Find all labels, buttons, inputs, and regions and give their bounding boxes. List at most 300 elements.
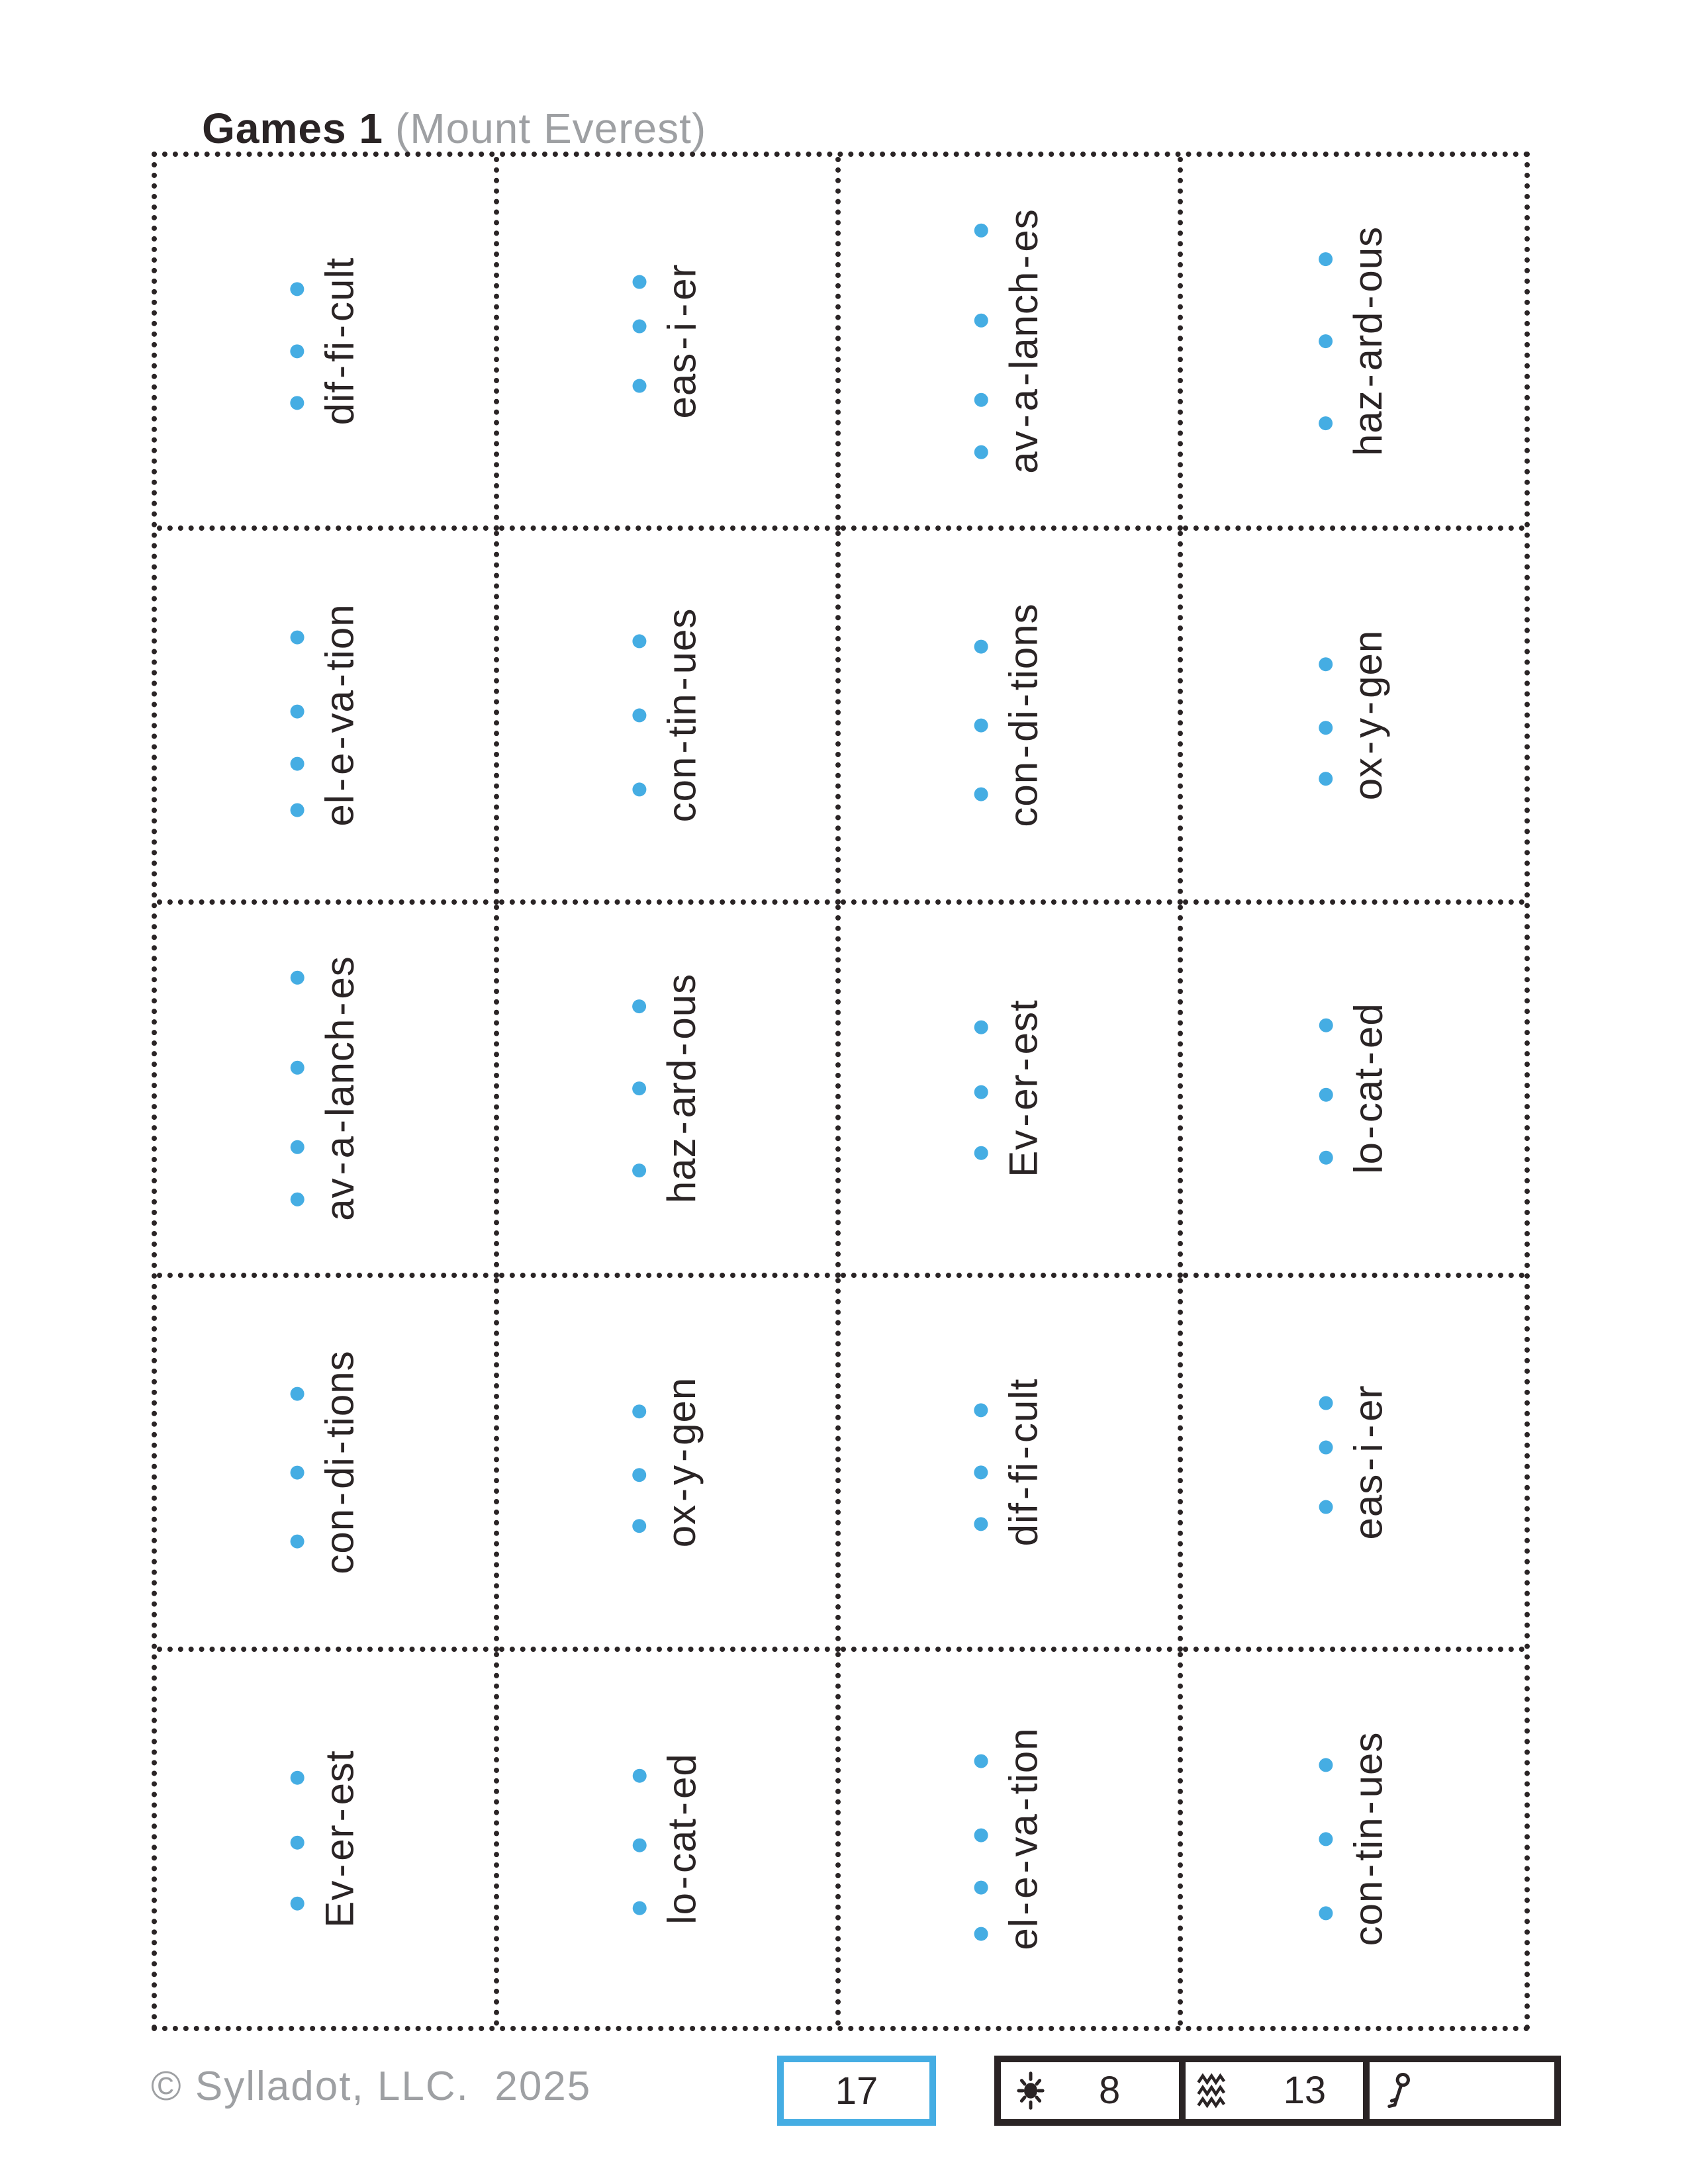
syllable-card	[1183, 1278, 1525, 1652]
dot-cell	[291, 381, 305, 425]
dot-cell	[632, 320, 646, 334]
legend-box	[994, 2056, 1561, 2126]
dot-cell	[974, 709, 988, 742]
syllable-dot	[1319, 721, 1333, 735]
dot-cell	[291, 752, 305, 774]
dot-cell	[1319, 1068, 1333, 1122]
legend-cell-waves	[1186, 2062, 1370, 2119]
dot-spacer	[291, 1447, 305, 1448]
dot-cell	[1319, 717, 1333, 738]
syllable-text: haz	[1346, 390, 1391, 456]
dot-spacer	[1319, 1058, 1333, 1059]
rotated-word	[974, 603, 1044, 827]
word-with-dots	[974, 1379, 1044, 1547]
syllable-dot	[632, 1901, 646, 1915]
dot-spacer	[632, 1808, 646, 1809]
syllable-text: eas	[1346, 1474, 1391, 1540]
syllable-text: fi	[317, 340, 362, 362]
hyphen: -	[659, 302, 704, 317]
syllable-text: ed	[659, 1753, 704, 1799]
dot-spacer	[974, 1120, 988, 1121]
dot-spacer	[632, 1494, 646, 1496]
syllable-dot	[1319, 252, 1333, 266]
syllable-dot	[1319, 772, 1333, 786]
syllable-dot	[291, 1770, 305, 1784]
syllable-text: er	[1001, 1073, 1046, 1111]
dot-spacer	[291, 330, 305, 332]
syllable-text: tion	[1001, 1727, 1046, 1795]
hyphen: -	[1001, 1859, 1046, 1874]
word-with-dots	[632, 974, 702, 1203]
dot-cell	[1319, 312, 1333, 371]
syllable-card	[841, 531, 1183, 905]
syllable-text: el	[1001, 1917, 1046, 1950]
rotated-word	[1319, 226, 1391, 456]
syllable-dot	[632, 1081, 646, 1095]
syllable-text: gen	[1346, 629, 1391, 698]
syllable-dot	[632, 1404, 646, 1418]
dot-cell	[974, 1074, 988, 1111]
word-with-dots	[974, 603, 1044, 827]
syllable-card	[157, 1278, 499, 1652]
syllable-text: di	[1001, 709, 1046, 742]
hyphen: -	[317, 1440, 362, 1455]
dot-cell	[974, 1876, 988, 1899]
syllable-text: gen	[659, 1377, 704, 1446]
syllable-dot	[974, 1927, 988, 1941]
key-icon	[1380, 2071, 1419, 2110]
syllable-text: haz	[659, 1137, 704, 1204]
dot-cell	[291, 794, 305, 827]
card-grid	[152, 152, 1530, 2031]
dot-cell	[291, 1178, 305, 1221]
word-with-dots	[974, 1000, 1044, 1177]
syllable-dot	[291, 704, 305, 718]
syllable-dot	[1319, 334, 1333, 348]
syllable-text: av	[317, 1177, 362, 1222]
syllable-card	[841, 905, 1183, 1279]
syllable-dot	[632, 1769, 646, 1783]
syllable-dot	[974, 445, 988, 459]
rotated-word	[632, 263, 702, 418]
syllable-dot	[291, 1193, 305, 1206]
hyphen: -	[1346, 1424, 1391, 1439]
dot-cell	[974, 603, 988, 690]
syllable-text: tions	[1001, 603, 1046, 690]
syllable-text: er	[317, 1824, 362, 1861]
syllable-text: lo	[659, 1892, 704, 1925]
syllable-dot	[291, 756, 305, 770]
syllable-dot	[632, 1000, 646, 1014]
syllable-dot	[1319, 1151, 1333, 1165]
hyphen: -	[1001, 254, 1046, 269]
word-with-dots	[632, 1377, 702, 1547]
dot-cell	[974, 1130, 988, 1177]
syllable-text: es	[1001, 208, 1046, 252]
syllable-text: ox	[1346, 756, 1391, 800]
syllable-text: ous	[1346, 226, 1391, 293]
dot-cell	[291, 1750, 305, 1805]
hyphen: -	[1001, 1486, 1046, 1500]
hyphen: -	[317, 1119, 362, 1134]
dot-cell	[632, 974, 646, 1040]
dot-cell	[291, 690, 305, 733]
dot-cell	[974, 208, 988, 251]
hyphen: -	[1001, 371, 1046, 386]
hyphen: -	[1001, 744, 1046, 758]
hyphen: -	[317, 1492, 362, 1506]
dot-cell	[632, 1753, 646, 1799]
dot-cell	[291, 1136, 305, 1159]
dot-cell	[632, 1892, 646, 1925]
hyphen: -	[317, 735, 362, 750]
rotated-word	[974, 1728, 1044, 1950]
hyphen: -	[659, 739, 704, 754]
rotated-word	[291, 956, 360, 1222]
syllable-text: Ev	[317, 1880, 362, 1928]
syllable-dot	[291, 1534, 305, 1548]
dot-spacer	[1319, 747, 1333, 748]
word-with-dots	[1319, 1731, 1391, 1946]
dot-spacer	[632, 342, 646, 343]
syllable-dot	[632, 634, 646, 648]
dot-cell	[632, 1138, 646, 1204]
rotated-word	[632, 1377, 702, 1547]
syllable-card	[841, 1278, 1183, 1652]
word-with-dots	[1319, 629, 1391, 800]
hyphen: -	[659, 1448, 704, 1463]
syllable-dot	[974, 1518, 988, 1531]
syllable-text: cult	[1001, 1378, 1046, 1443]
syllable-dot	[632, 782, 646, 796]
syllable-text: a	[1001, 388, 1046, 412]
dot-spacer	[632, 1455, 646, 1456]
syllable-card	[499, 157, 841, 531]
dot-spacer	[291, 1009, 305, 1010]
syllable-text: ues	[1346, 1731, 1391, 1798]
dot-cell	[1319, 757, 1333, 800]
dot-cell	[632, 693, 646, 737]
syllable-dot	[291, 396, 305, 410]
dot-spacer	[291, 1870, 305, 1871]
rotated-word	[974, 1000, 1044, 1177]
syllable-dot	[1319, 1019, 1333, 1033]
syllable-text: cat	[1346, 1068, 1391, 1123]
rotated-word	[1319, 1731, 1391, 1946]
hyphen: -	[1346, 1125, 1391, 1140]
syllable-text: er	[1346, 1385, 1391, 1422]
dot-cell	[632, 353, 646, 419]
syllable-text: e	[317, 752, 362, 775]
syllable-dot	[974, 787, 988, 801]
syllable-dot	[632, 1163, 646, 1177]
syllable-text: ard	[1346, 311, 1391, 371]
dot-spacer	[974, 378, 988, 379]
dot-cell	[974, 1813, 988, 1856]
word-with-dots	[1319, 1385, 1391, 1540]
word-with-dots	[291, 956, 360, 1222]
dot-cell	[291, 1019, 305, 1116]
hyphen: -	[317, 672, 362, 687]
rotated-word	[632, 1753, 702, 1924]
syllable-dot	[632, 275, 646, 289]
syllable-dot	[632, 320, 646, 334]
page-number-box	[777, 2056, 936, 2126]
syllable-text: est	[317, 1750, 362, 1805]
syllable-text: cult	[317, 257, 362, 322]
syllable-dot	[632, 379, 646, 392]
hyphen: -	[1001, 692, 1046, 707]
dot-spacer	[1319, 707, 1333, 708]
syllable-dot	[974, 639, 988, 653]
syllable-dot	[1319, 416, 1333, 430]
syllable-dot	[632, 1839, 646, 1852]
rotated-word	[1319, 629, 1391, 800]
syllable-text: y	[659, 1465, 704, 1486]
syllable-dot	[1319, 1441, 1333, 1455]
syllable-dot	[974, 1880, 988, 1894]
hyphen: -	[1346, 1863, 1391, 1878]
dot-cell	[632, 1059, 646, 1118]
syllable-text: y	[1346, 717, 1391, 738]
hyphen: -	[659, 676, 704, 690]
dot-cell	[291, 1457, 305, 1489]
syllable-text: er	[659, 263, 704, 300]
dot-spacer	[1319, 1431, 1333, 1432]
syllable-text: con	[1001, 760, 1046, 827]
syllable-dot	[974, 1404, 988, 1418]
syllable-card	[499, 1652, 841, 2026]
dot-cell	[632, 263, 646, 300]
syllable-text: ox	[659, 1504, 704, 1548]
dot-spacer	[291, 742, 305, 743]
hyphen: -	[317, 1002, 362, 1017]
dot-cell	[632, 1377, 646, 1445]
syllable-text: lo	[1346, 1142, 1391, 1175]
dot-spacer	[632, 746, 646, 747]
dot-spacer	[974, 1492, 988, 1494]
dot-cell	[1319, 226, 1333, 293]
hyphen: -	[1001, 1445, 1046, 1460]
dot-cell	[1319, 1142, 1333, 1175]
dot-cell	[1319, 1385, 1333, 1422]
copyright-text: © Sylladot, LLC. 2025	[151, 2064, 592, 2109]
dot-cell	[974, 1000, 988, 1055]
hyphen: -	[1001, 1113, 1046, 1128]
dot-spacer	[974, 1907, 988, 1909]
legend-cell-sun	[1001, 2062, 1186, 2119]
dot-cell	[1319, 629, 1333, 698]
page-number: 17	[835, 2069, 878, 2113]
word-with-dots	[291, 1351, 360, 1574]
dot-cell	[632, 1465, 646, 1485]
word-with-dots	[291, 257, 360, 426]
dot-cell	[1319, 1441, 1333, 1455]
hyphen: -	[659, 1876, 704, 1890]
dot-cell	[1319, 1003, 1333, 1049]
syllable-text: tin	[1346, 1817, 1391, 1861]
syllable-text: Ev	[1001, 1130, 1046, 1178]
syllable-text: ues	[659, 608, 704, 674]
syllable-dot	[974, 1021, 988, 1034]
syllable-dot	[1319, 1396, 1333, 1410]
syllable-dot	[974, 1828, 988, 1842]
syllable-text: es	[317, 956, 362, 1000]
syllable-dot	[974, 313, 988, 327]
hyphen: -	[1346, 740, 1391, 754]
dot-cell	[291, 341, 305, 362]
syllable-dot	[291, 1836, 305, 1850]
word-with-dots	[632, 263, 702, 418]
syllable-text: eas	[659, 352, 704, 419]
syllable-text: lanch	[317, 1019, 362, 1117]
dot-spacer	[291, 1498, 305, 1500]
syllable-text: va	[1001, 1813, 1046, 1857]
dot-cell	[1319, 1817, 1333, 1860]
page-title-main: Games 1	[202, 105, 383, 152]
hyphen: -	[1001, 1797, 1046, 1811]
syllable-dot	[974, 1754, 988, 1768]
syllable-text: lanch	[1001, 271, 1046, 369]
syllable-card	[499, 531, 841, 905]
hyphen: -	[1346, 373, 1391, 388]
dot-spacer	[974, 699, 988, 700]
syllable-text: con	[659, 756, 704, 823]
syllable-text: di	[317, 1457, 362, 1490]
syllable-dot	[1319, 1089, 1333, 1103]
rotated-word	[1319, 1385, 1391, 1540]
dot-spacer	[632, 683, 646, 684]
syllable-dot	[291, 1061, 305, 1075]
hyphen: -	[317, 324, 362, 338]
syllable-text: va	[317, 689, 362, 733]
syllable-card	[841, 1652, 1183, 2026]
dot-cell	[974, 761, 988, 827]
dot-cell	[632, 1504, 646, 1547]
dot-cell	[632, 1818, 646, 1873]
syllable-card	[841, 157, 1183, 531]
syllable-text: fi	[1001, 1462, 1046, 1484]
syllable-dot	[632, 1519, 646, 1533]
syllable-card	[499, 905, 841, 1279]
dot-spacer	[291, 1126, 305, 1127]
syllable-dot	[291, 283, 305, 296]
dot-spacer	[632, 1882, 646, 1884]
syllable-card	[157, 157, 499, 531]
word-with-dots	[291, 1750, 360, 1927]
syllable-text: ed	[1346, 1003, 1391, 1049]
waves-count: 13	[1283, 2069, 1327, 2112]
rotated-word	[632, 974, 702, 1203]
dot-spacer	[291, 784, 305, 785]
syllable-dot	[291, 1466, 305, 1480]
syllable-card	[1183, 1652, 1525, 2026]
hyphen: -	[317, 777, 362, 792]
hyphen: -	[317, 364, 362, 379]
dot-cell	[291, 604, 305, 670]
rotated-word	[632, 608, 702, 822]
rotated-word	[974, 1379, 1044, 1547]
rotated-word	[974, 208, 1044, 474]
syllable-dot	[1319, 1758, 1333, 1772]
syllable-dot	[291, 630, 305, 644]
dot-spacer	[291, 371, 305, 372]
hyphen: -	[1346, 1457, 1391, 1472]
dot-cell	[291, 1880, 305, 1928]
syllable-text: con	[1346, 1880, 1391, 1946]
legend-cell-key	[1370, 2062, 1554, 2119]
syllable-dot	[1319, 1832, 1333, 1846]
hyphen: -	[659, 1488, 704, 1502]
syllable-text: cat	[659, 1818, 704, 1874]
syllable-text: a	[317, 1136, 362, 1159]
syllable-card	[157, 531, 499, 905]
syllable-dot	[632, 1468, 646, 1482]
syllable-dot	[291, 803, 305, 817]
sun-icon	[1011, 2071, 1050, 2110]
dot-cell	[632, 756, 646, 822]
word-with-dots	[291, 604, 360, 826]
dot-spacer	[1319, 1464, 1333, 1465]
syllable-dot	[974, 393, 988, 407]
dot-cell	[291, 1824, 305, 1860]
dot-spacer	[291, 1814, 305, 1815]
word-with-dots	[1319, 1003, 1391, 1175]
syllable-dot	[974, 719, 988, 733]
dot-cell	[1319, 1880, 1333, 1946]
syllable-dot	[291, 1387, 305, 1401]
syllable-text: tions	[317, 1350, 362, 1438]
syllable-dot	[291, 344, 305, 358]
syllable-text: ard	[659, 1059, 704, 1118]
dot-cell	[632, 608, 646, 674]
syllable-card	[1183, 905, 1525, 1279]
syllable-card	[1183, 157, 1525, 531]
dot-cell	[974, 1918, 988, 1950]
dot-cell	[974, 430, 988, 473]
hyphen: -	[659, 1120, 704, 1135]
hyphen: -	[1346, 295, 1391, 309]
dot-spacer	[1319, 1132, 1333, 1133]
hyphen: -	[1346, 700, 1391, 715]
syllable-text: dif	[1001, 1502, 1046, 1547]
dot-cell	[974, 1728, 988, 1795]
dot-spacer	[974, 420, 988, 422]
syllable-dot	[291, 971, 305, 985]
word-with-dots	[632, 1753, 702, 1924]
sun-count: 8	[1099, 2069, 1121, 2112]
syllable-dot	[974, 223, 988, 237]
dot-cell	[974, 1462, 988, 1483]
dot-spacer	[1319, 1870, 1333, 1871]
dot-spacer	[974, 751, 988, 752]
syllable-dot	[291, 1897, 305, 1911]
dot-spacer	[632, 1049, 646, 1050]
rotated-word	[291, 257, 360, 426]
dot-spacer	[632, 1127, 646, 1128]
syllable-dot	[291, 1140, 305, 1154]
hyphen: -	[659, 1801, 704, 1816]
dot-spacer	[974, 1064, 988, 1065]
hyphen: -	[1001, 1057, 1046, 1071]
syllable-text: tin	[659, 693, 704, 737]
hyphen: -	[317, 1807, 362, 1822]
dot-cell	[291, 1351, 305, 1438]
dot-cell	[291, 1508, 305, 1574]
dot-spacer	[974, 1803, 988, 1805]
syllable-text: est	[1001, 999, 1046, 1055]
dot-spacer	[632, 309, 646, 310]
